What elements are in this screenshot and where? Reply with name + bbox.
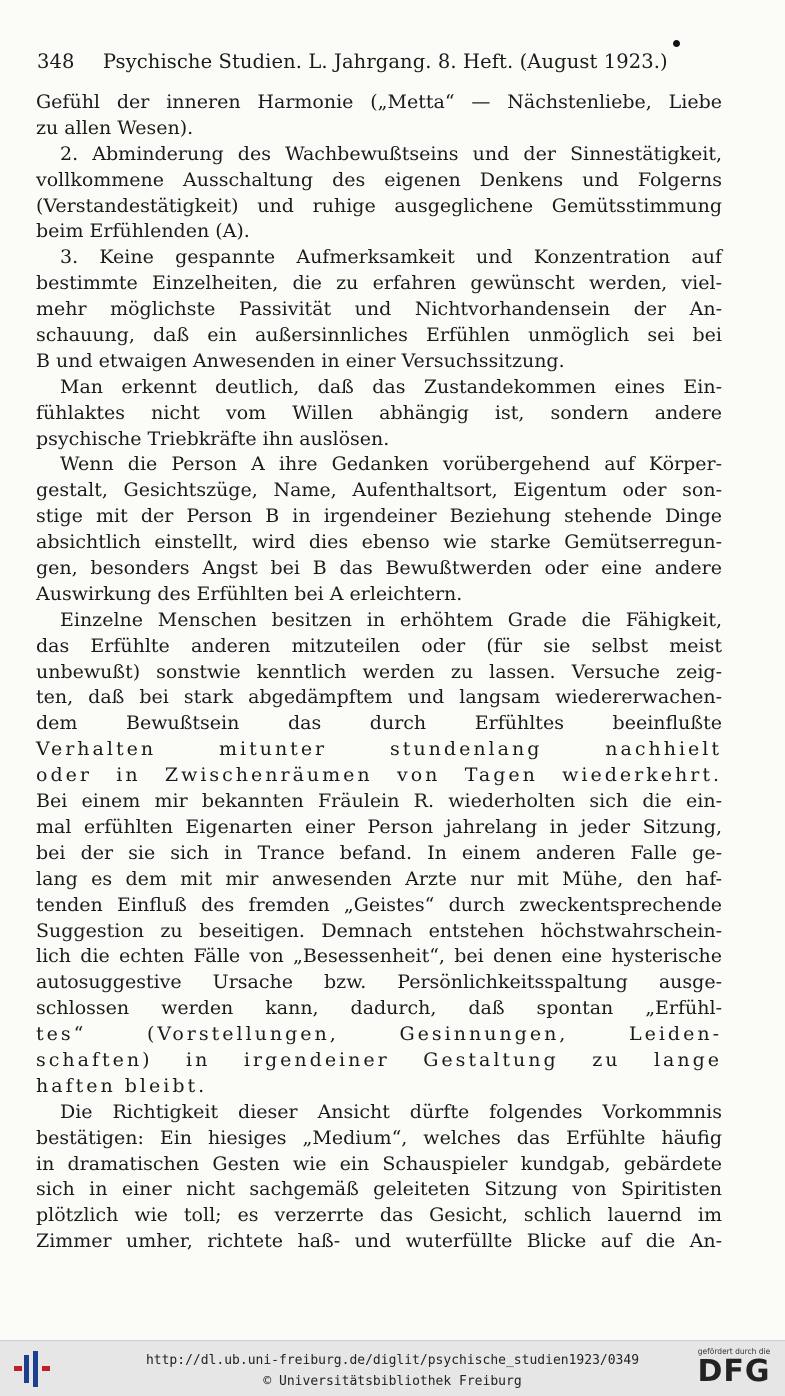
text-line: schlossen werden kann, dadurch, daß spontan „Erfühl- (36, 997, 722, 1020)
text-line: tenden Einfluß des fremden „Geistes“ durch zweckentsprechende (36, 893, 722, 916)
text-line: Wenn die Person A ihre Gedanken vorübergehend auf Körper- (60, 453, 722, 476)
text-line: vollkommene Ausschaltung des eigenen Denkens und Folgerns (36, 168, 722, 191)
text-line: Auswirkung des Erfühlten bei A erleichtern. (36, 582, 463, 605)
source-url-link[interactable]: http://dl.ub.uni-freiburg.de/diglit/psychische_studien1923/0349 (145, 1353, 640, 1368)
text-line: Bei einem mir bekannten Fräulein R. wiederholten sich die ein- (36, 790, 722, 813)
text-line: bestimmte Einzelheiten, die zu erfahren gewünscht werden, viel- (36, 272, 722, 295)
ink-spot (673, 40, 680, 47)
text-line: 3. Keine gespannte Aufmerksamkeit und Konzentration auf (60, 246, 722, 269)
text-line: mehr möglichste Passivität und Nichtvorhandensein der An- (36, 298, 722, 321)
text-line: oder in Zwischenräumen von Tagen wiederkehrt. (36, 764, 722, 787)
text-line: Gefühl der inneren Harmonie („Metta“ — Nächstenliebe, Liebe (36, 91, 722, 113)
text-line: bei der sie sich in Trance befand. In einem anderen Falle ge- (36, 841, 722, 864)
text-line: gestalt, Gesichtszüge, Name, Aufenthaltsort, Eigentum oder son- (36, 479, 722, 502)
text-line: schauung, daß ein außersinnliches Erfühlen unmöglich sei bei (36, 324, 722, 347)
text-line: lich die echten Fälle von „Besessenheit“, bei denen eine hysterische (36, 945, 722, 968)
running-title: Psychische Studien. L. Jahrgang. 8. Heft. (August 1923.) (102, 50, 668, 73)
text-line: tes“ (Vorstellungen, Gesinnungen, Leiden- (36, 1023, 722, 1046)
copyright-notice: © Universitätsbibliothek Freiburg (263, 1374, 522, 1389)
text-line: bestätigen: Ein hiesiges „Medium“, welches das Erfühlte häufig (36, 1126, 722, 1149)
text-line: 2. Abminderung des Wachbewußtseins und der Sinnestätigkeit, (60, 142, 722, 165)
text-line: haften bleibt. (36, 1074, 208, 1097)
text-line: Die Richtigkeit dieser Ansicht dürfte folgendes Vorkommnis (60, 1100, 722, 1123)
text-line: dem Bewußtsein das durch Erfühltes beeinflußte (36, 712, 722, 735)
text-line: beim Erfühlenden (A). (36, 220, 250, 243)
dfg-logo-text: DFG (697, 1354, 771, 1389)
text-line: fühlaktes nicht vom Willen abhängig ist, sondern andere (36, 401, 722, 424)
text-line: autosuggestive Ursache bzw. Persönlichkeitsspaltung ausge- (36, 971, 722, 994)
dfg-funding-label: gefördert durch die (697, 1347, 771, 1356)
text-line: psychische Triebkräfte ihn auslösen. (36, 427, 390, 450)
text-line: das Erfühlte anderen mitzuteilen oder (für sie selbst meist (36, 634, 722, 657)
text-line: B und etwaigen Anwesenden in einer Versuchssitzung. (36, 349, 565, 372)
text-line: schaften) in irgendeiner Gestaltung zu lange (36, 1048, 722, 1071)
text-line: lang es dem mit mir anwesenden Arzte nur mit Mühe, den haf- (36, 867, 722, 890)
text-line: Verhalten mitunter stundenlang nachhielt (36, 738, 722, 761)
text-line: zu allen Wesen). (36, 116, 194, 139)
text-line: gen, besonders Angst bei B das Bewußtwerden oder eine andere (36, 557, 722, 580)
text-line: plötzlich wie toll; es verzerrte das Gesicht, schlich lauernd im (36, 1204, 722, 1227)
text-line: absichtlich einstellt, wird dies ebenso wie starke Gemütserregun- (36, 531, 722, 554)
viewer-footer (0, 1340, 785, 1396)
body-text (36, 90, 722, 1255)
text-line: unbewußt) sonstwie kenntlich werden zu lassen. Versuche zeig- (36, 660, 722, 683)
text-line: Zimmer umher, richtete haß- und wuterfüllte Blicke auf die An- (36, 1230, 722, 1253)
text-line: stige mit der Person B in irgendeiner Beziehung stehende Dinge (36, 505, 722, 528)
text-line: (Verstandestätigkeit) und ruhige ausgeglichene Gemütsstimmung (36, 194, 722, 217)
text-line: in dramatischen Gesten wie ein Schauspieler kundgab, gebärdete (36, 1152, 722, 1175)
text-line: mal erfühlten Eigenarten einer Person jahrelang in jeder Sitzung, (36, 815, 722, 838)
text-line: Einzelne Menschen besitzen in erhöhtem Grade die Fähigkeit, (60, 608, 722, 631)
dfg-logo (690, 1347, 778, 1391)
text-line: Man erkennt deutlich, daß das Zustandekommen eines Ein- (60, 375, 722, 398)
text-line: sich in einer nicht sachgemäß geleiteten Sitzung von Spiritisten (36, 1178, 722, 1201)
page-header (37, 50, 727, 73)
page-number: 348 (37, 50, 75, 73)
text-line: Suggestion zu beseitigen. Demnach entstehen höchstwahrschein- (36, 919, 722, 942)
text-line: ten, daß bei stark abgedämpftem und langsam wiedererwachen- (36, 686, 722, 709)
